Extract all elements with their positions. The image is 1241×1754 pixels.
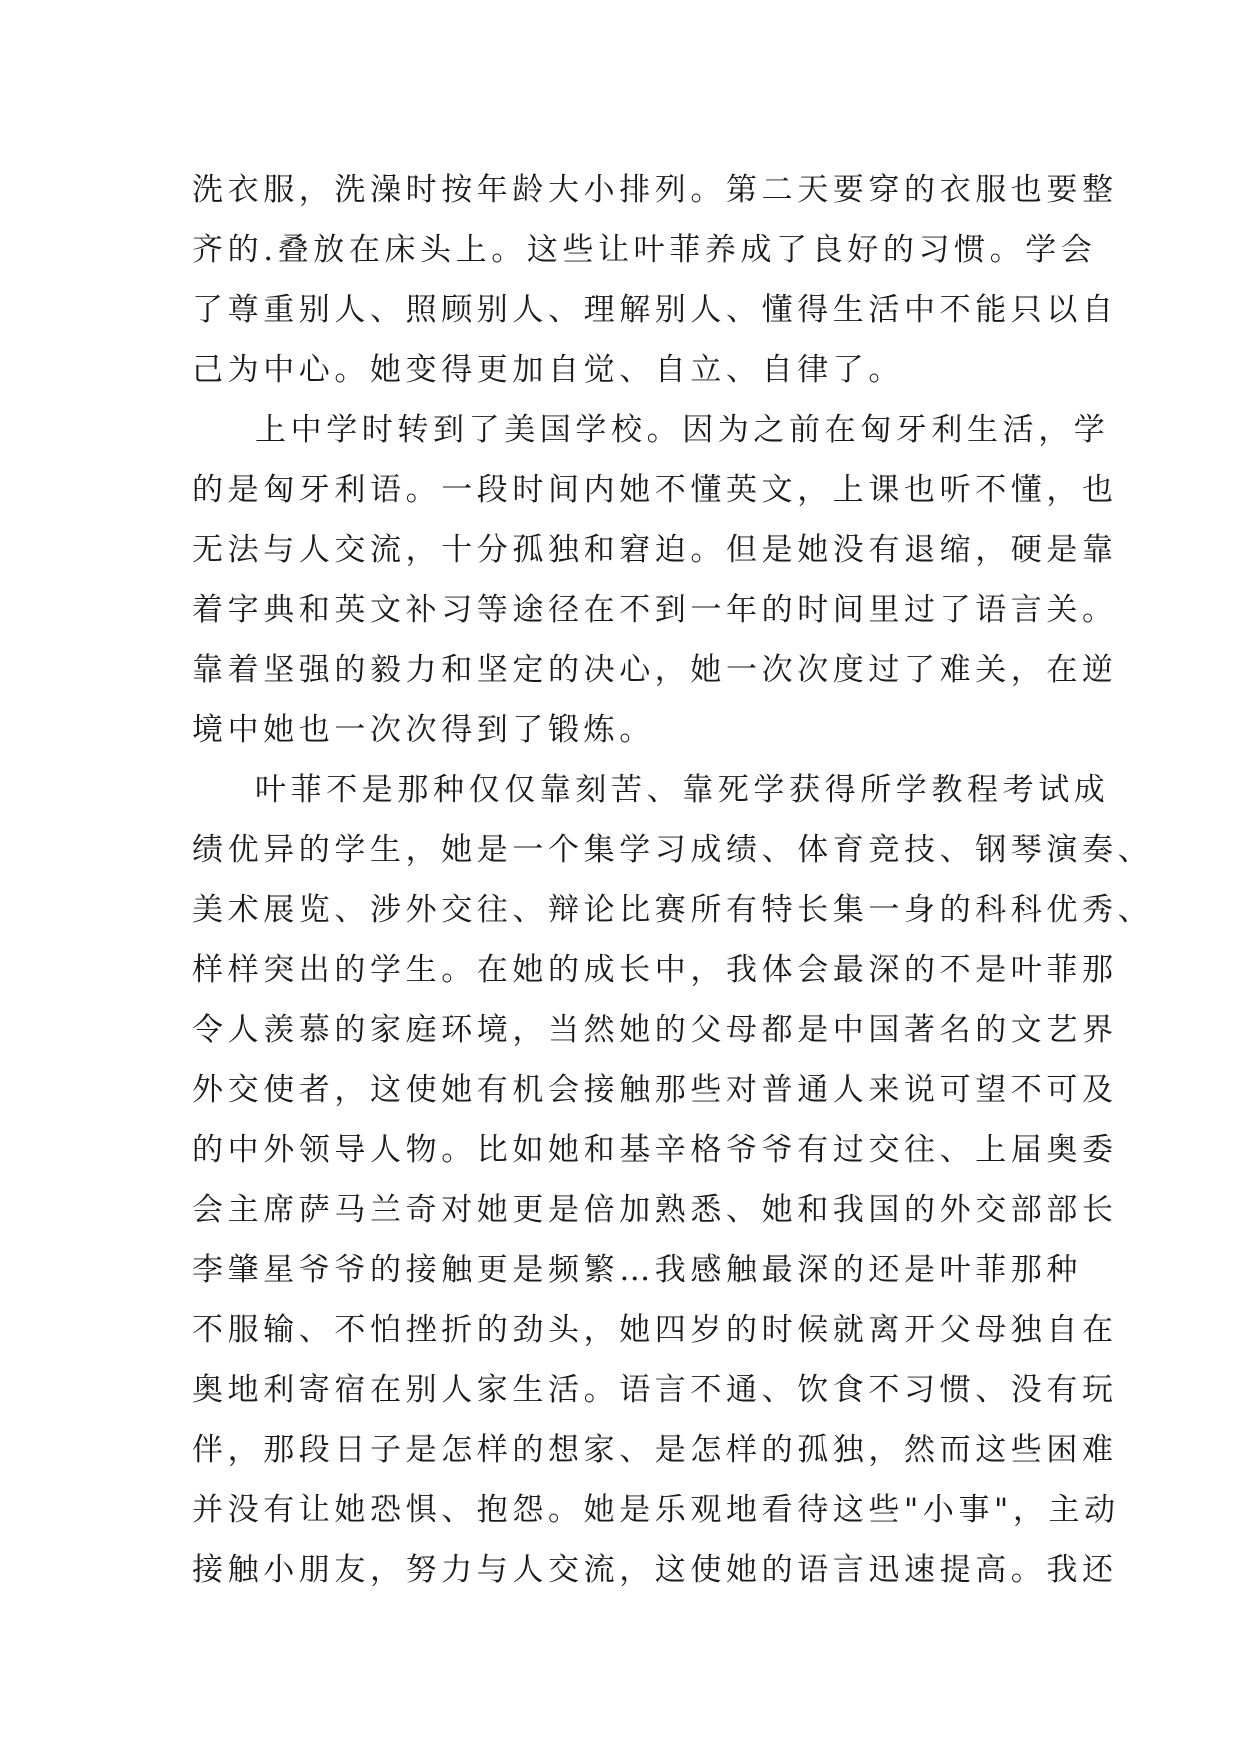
text-line: 洗衣服，洗澡时按年龄大小排列。第二天要穿的衣服也要整 [192, 172, 1118, 208]
text-line: 美术展览、涉外交往、辩论比赛所有特长集一身的科科优秀、 [192, 892, 1154, 928]
text-line: 李肇星爷爷的接触更是频繁…我感触最深的还是叶菲那种 [192, 1252, 1082, 1288]
text-line: 着字典和英文补习等途径在不到一年的时间里过了语言关。 [192, 592, 1118, 628]
text-line: 的中外领导人物。比如她和基辛格爷爷有过交往、上届奥委 [192, 1132, 1118, 1168]
text-line: 己为中心。她变得更加自觉、自立、自律了。 [192, 352, 904, 388]
text-line: 不服输、不怕挫折的劲头，她四岁的时候就离开父母独自在 [192, 1312, 1118, 1348]
paragraph-3 [192, 760, 1154, 1600]
text-line: 靠着坚强的毅力和坚定的决心，她一次次度过了难关，在逆 [192, 652, 1118, 688]
text-line: 叶菲不是那种仅仅靠刻苦、靠死学获得所学教程考试成 [255, 772, 1110, 808]
text-line: 会主席萨马兰奇对她更是倍加熟悉、她和我国的外交部部长 [192, 1192, 1118, 1228]
paragraph-2 [192, 400, 1118, 760]
text-line: 奥地利寄宿在别人家生活。语言不通、饮食不习惯、没有玩 [192, 1372, 1118, 1408]
text-line: 了尊重别人、照顾别人、理解别人、懂得生活中不能只以自 [192, 292, 1118, 328]
text-line: 齐的.叠放在床头上。这些让叶菲养成了良好的习惯。学会 [192, 232, 1097, 268]
body-text [192, 160, 1154, 1600]
text-line: 并没有让她恐惧、抱怨。她是乐观地看待这些"小事"，主动 [192, 1492, 1120, 1528]
text-line: 绩优异的学生，她是一个集学习成绩、体育竞技、钢琴演奏、 [192, 832, 1154, 868]
paragraph-1 [192, 160, 1118, 400]
text-line: 外交使者，这使她有机会接触那些对普通人来说可望不可及 [192, 1072, 1118, 1108]
text-line: 样样突出的学生。在她的成长中，我体会最深的不是叶菲那 [192, 952, 1118, 988]
text-line: 接触小朋友，努力与人交流，这使她的语言迅速提高。我还 [192, 1552, 1118, 1588]
text-line: 无法与人交流，十分孤独和窘迫。但是她没有退缩，硬是靠 [192, 532, 1118, 568]
text-line: 伴，那段日子是怎样的想家、是怎样的孤独，然而这些困难 [192, 1432, 1118, 1468]
text-line: 上中学时转到了美国学校。因为之前在匈牙利生活，学 [255, 412, 1110, 448]
text-line: 的是匈牙利语。一段时间内她不懂英文，上课也听不懂，也 [192, 472, 1118, 508]
text-line: 令人羡慕的家庭环境，当然她的父母都是中国著名的文艺界 [192, 1012, 1118, 1048]
text-line: 境中她也一次次得到了锻炼。 [192, 712, 655, 748]
